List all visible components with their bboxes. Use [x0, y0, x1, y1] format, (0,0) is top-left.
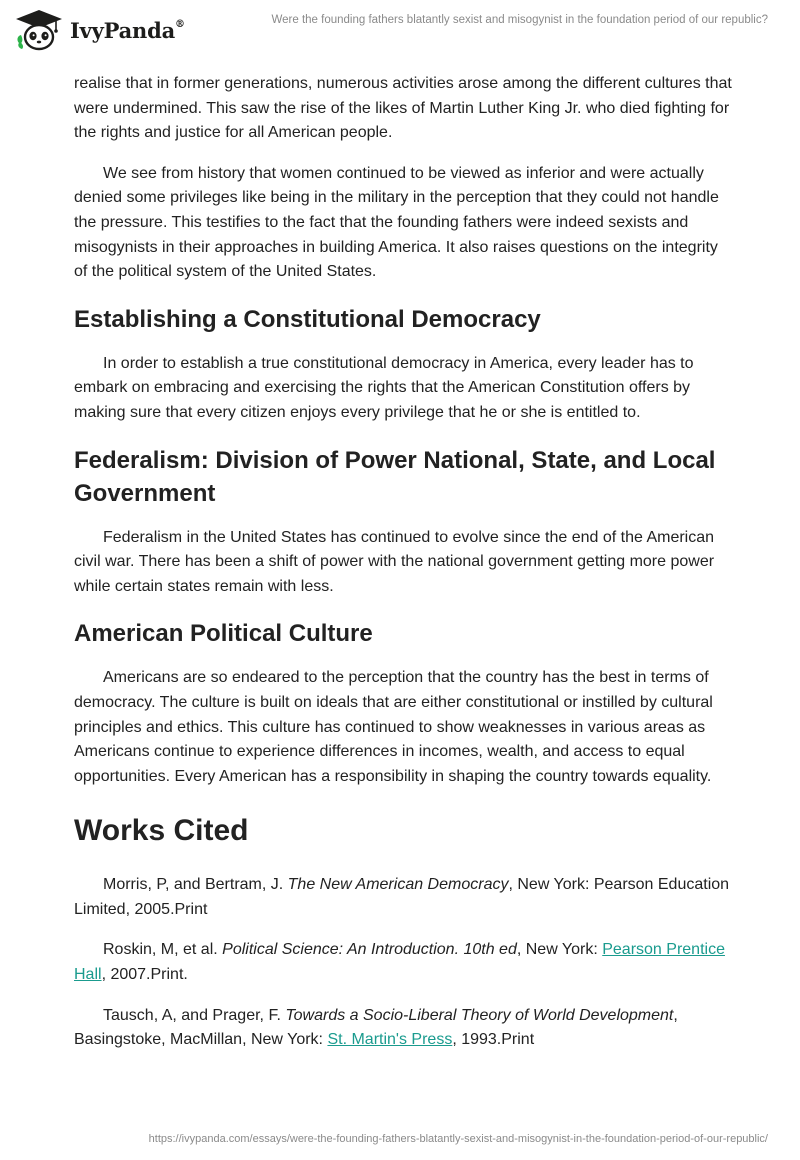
citation-year: , 2007.Print. [101, 966, 188, 984]
section-heading: American Political Culture [74, 620, 373, 648]
citation-item [74, 1004, 734, 1053]
paragraph: Federalism in the United States has continued to evolve since the end of the American civil war. There has been a shift of power with the national government getting more power while certain states remain with less. [74, 528, 715, 595]
citation-year: , 1993.Print [452, 1031, 535, 1049]
panda-graduate-icon [14, 8, 64, 52]
section-heading: Establishing a Constitutional Democracy [74, 305, 541, 333]
logo-wordmark: IvyPanda [70, 17, 176, 43]
registered-mark: ® [175, 18, 185, 30]
paragraph: Americans are so endeared to the perception that the country has the best in terms of democracy. The culture is built on ideals that are either constitutional or instilled by cultural principles and ethics. This culture has continued to show weaknesses in various areas as Americans continue to experience differences in incomes, wealth, and access to equal opportunities. Every American has a responsibility in shaping the country towards equality. [74, 669, 713, 785]
publisher-link[interactable]: St. Martin's Press [327, 1031, 453, 1049]
citation-authors: Morris, P, and Bertram, J. [103, 876, 288, 894]
essay-body [74, 72, 734, 1069]
works-cited-heading: Works Cited [74, 814, 249, 848]
citation-title: Towards a Socio-Liberal Theory of World Development [285, 1006, 674, 1024]
citation-item [74, 938, 734, 987]
citation-title: Political Science: An Introduction. 10th ed [222, 941, 517, 959]
ivypanda-logo[interactable] [14, 8, 185, 52]
page-header [0, 0, 800, 62]
paragraph: realise that in former generations, numerous activities arose among the different cultures that were undermined. This saw the rise of the likes of Martin Luther King Jr. who died fighting for the rights and justice for all American people. [74, 75, 732, 142]
citation-item [74, 873, 734, 922]
citation-publisher: , Basingstoke, MacMillan, New York: [74, 1006, 678, 1049]
page-url-footer[interactable]: https://ivypanda.com/essays/were-the-founding-fathers-blatantly-sexist-and-misogynist-in-the-foundation-period-of-our-republic/ [148, 1133, 768, 1145]
citation-publisher: , New York: [516, 941, 603, 959]
essay-title-header: Were the founding fathers blatantly sexist and misogynist in the foundation period of our republic? [271, 14, 768, 26]
citation-title: The New American Democracy [287, 876, 509, 894]
publisher-link[interactable]: Pearson Prentice Hall [74, 941, 725, 984]
citation-authors: Roskin, M, et al. [103, 941, 223, 959]
citation-authors: Tausch, A, and Prager, F. [103, 1006, 286, 1024]
paragraph: We see from history that women continued to be viewed as inferior and were actually denied some privileges like being in the military in the perception that they could not handle the pressure. This testifies to the fact that the founding fathers were indeed sexists and misogynists in their approaches in building America. It also raises questions on the integrity of the political system of the United States. [74, 164, 719, 281]
section-heading: Federalism: Division of Power National, State, and Local Government [74, 446, 716, 507]
citation-publisher: , New York: Pearson Education Limited, 2005.Print [74, 876, 730, 918]
paragraph: In order to establish a true constitutional democracy in America, every leader has to embark on embracing and exercising the rights that the American Constitution offers by making sure that every citizen enjoys every privilege that he or she is entitled to. [74, 354, 694, 421]
